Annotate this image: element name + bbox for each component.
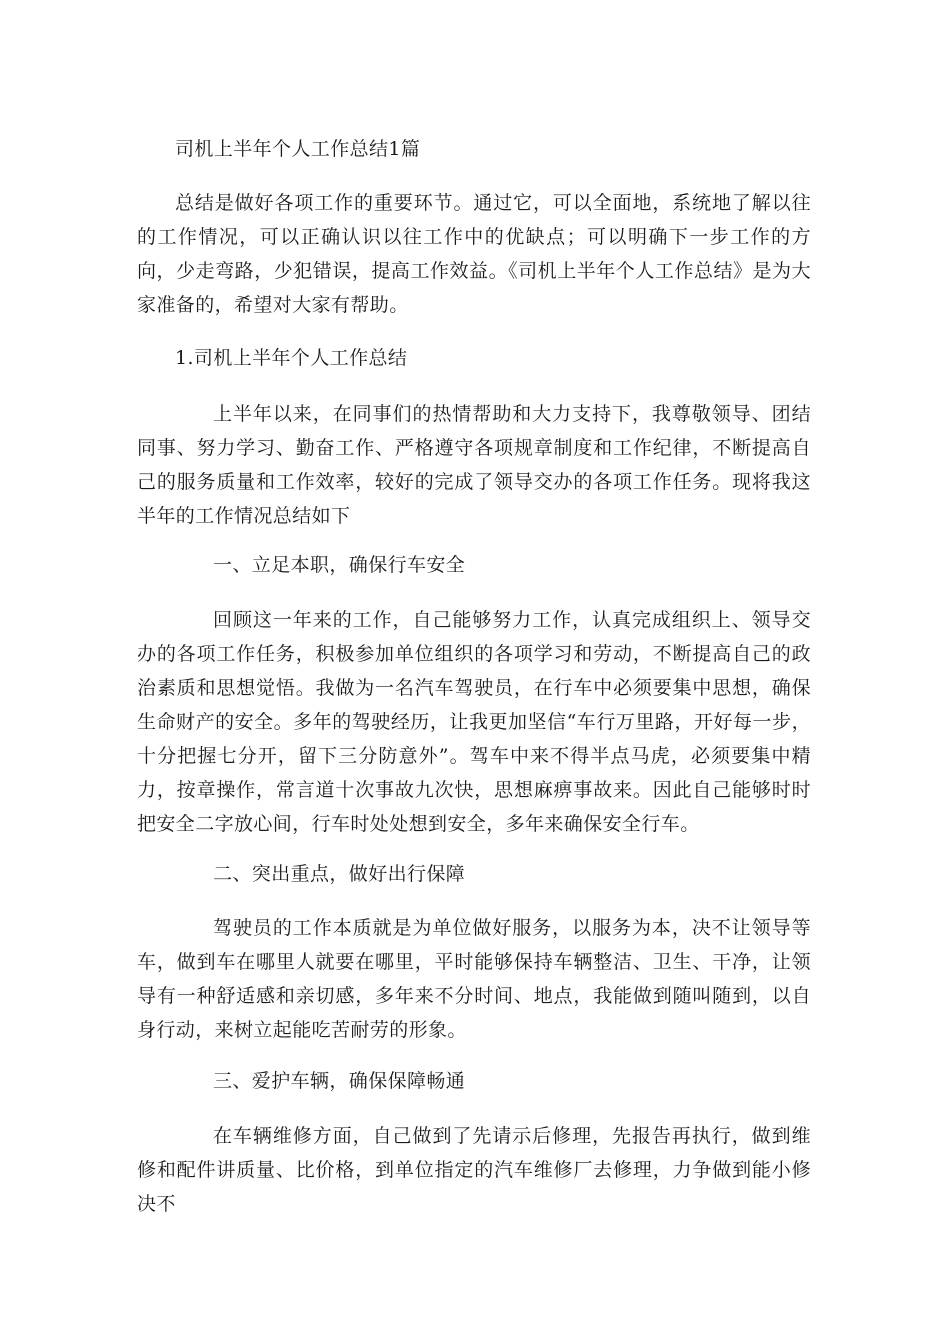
part-three-body: 在车辆维修方面，自己做到了先请示后修理，先报告再执行，做到维修和配件讲质量、比价格，到单位指定的汽车维修厂去修理，力争做到能小修决不 bbox=[137, 1125, 811, 1215]
document-title: 司机上半年个人工作总结1篇 bbox=[175, 138, 421, 160]
section-heading: 1.司机上半年个人工作总结 bbox=[175, 347, 408, 369]
part-one-heading: 一、立足本职，确保行车安全 bbox=[213, 554, 466, 576]
part-two-body: 驾驶员的工作本质就是为单位做好服务，以服务为本，决不让领导等车，做到车在哪里人就要在哪里，平时能够保持车辆整洁、卫生、干净，让领导有一种舒适感和亲切感，多年来不分时间、地点，我能做到随叫随到，以自身行动，来树立起能吃苦耐劳的形象。 bbox=[137, 917, 811, 1041]
part-two-heading: 二、突出重点，做好出行保障 bbox=[213, 863, 466, 885]
part-three-heading: 三、爱护车辆，确保保障畅通 bbox=[213, 1070, 466, 1092]
opening-paragraph: 上半年以来，在同事们的热情帮助和大力支持下，我尊敬领导、团结同事、努力学习、勤奋工作、严格遵守各项规章制度和工作纪律，不断提高自己的服务质量和工作效率，较好的完成了领导交办的各项工作任务。现将我这半年的工作情况总结如下 bbox=[137, 403, 811, 527]
part-one-body: 回顾这一年来的工作，自己能够努力工作，认真完成组织上、领导交办的各项工作任务，积极参加单位组织的各项学习和劳动，不断提高自己的政治素质和思想觉悟。我做为一名汽车驾驶员，在行车中必须要集中思想，确保生命财产的安全。多年的驾驶经历，让我更加坚信“车行万里路，开好每一步，十分把握七分开，留下三分防意外”。驾车中来不得半点马虎，必须要集中精力，按章操作，常言道十次事故九次快，思想麻痹事故来。因此自己能够时时把安全二字放心间，行车时处处想到安全，多年来确保安全行车。 bbox=[137, 609, 811, 835]
intro-paragraph: 总结是做好各项工作的重要环节。通过它，可以全面地，系统地了解以往的工作情况，可以正确认识以往工作中的优缺点；可以明确下一步工作的方向，少走弯路，少犯错误，提高工作效益。《司机上半年个人工作总结》是为大家准备的，希望对大家有帮助。 bbox=[137, 192, 811, 316]
